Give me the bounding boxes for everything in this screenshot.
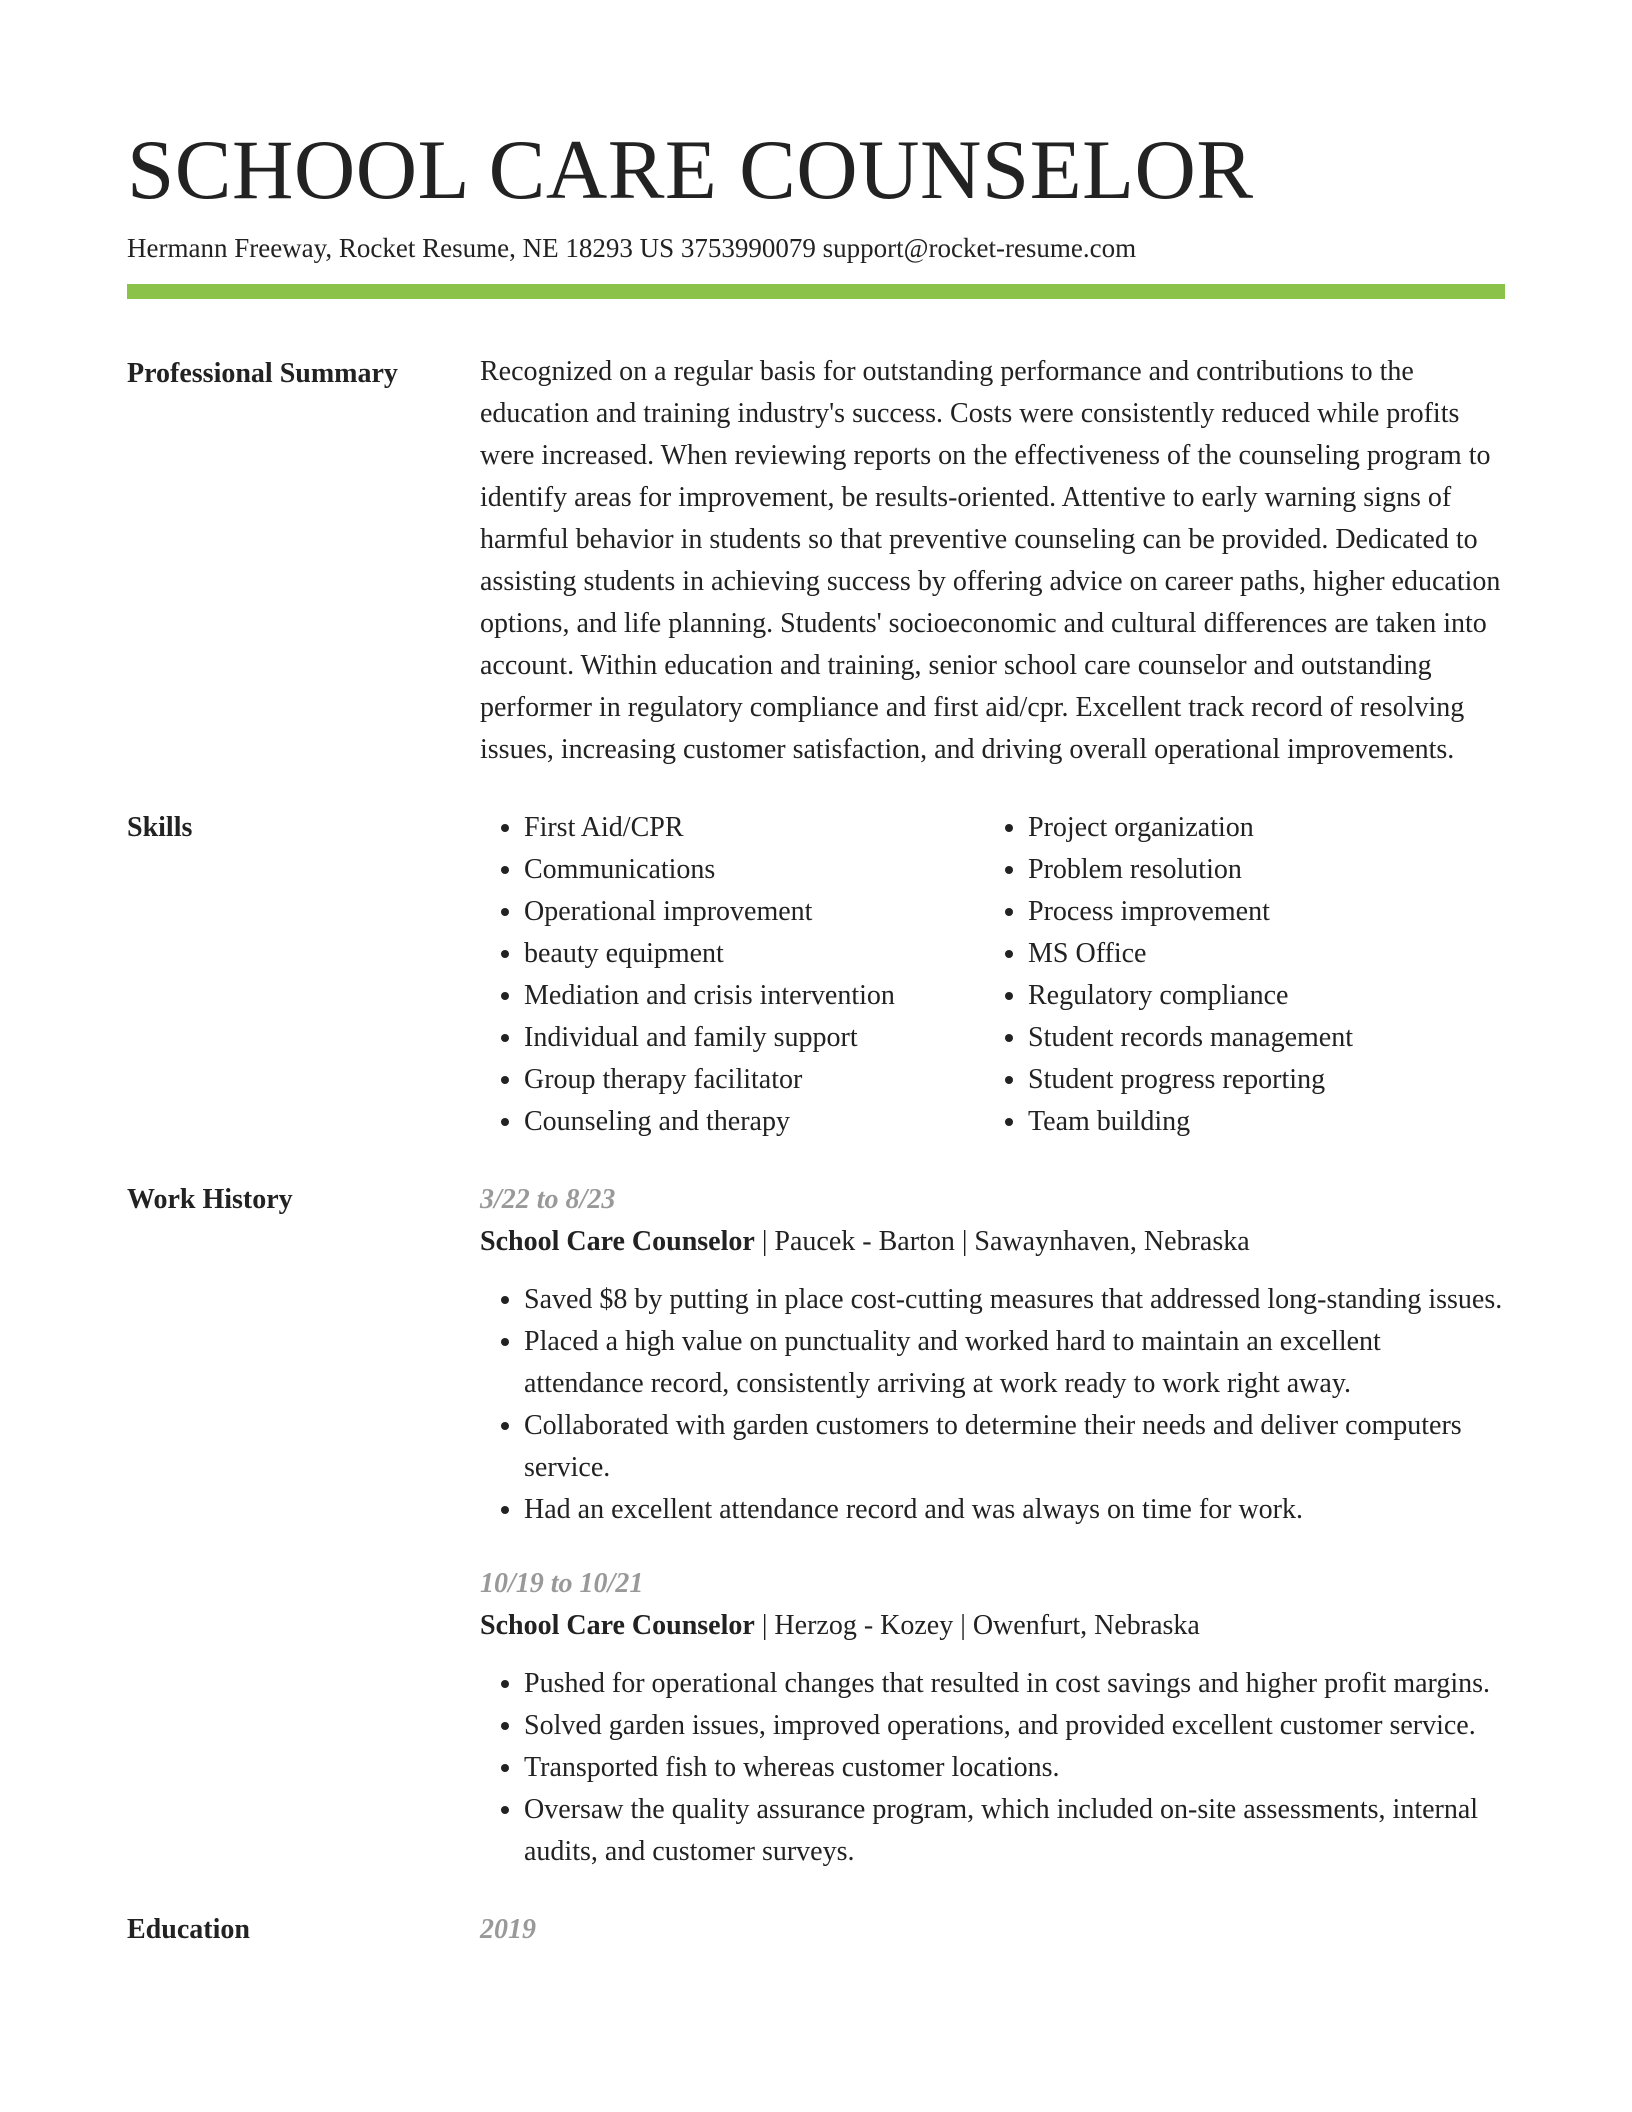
- skill-item: • beauty equipment: [524, 933, 984, 975]
- skills-list-col2: [984, 807, 1353, 1143]
- job-bullet: • Saved $8 by putting in place cost-cutting measures that addressed long-standing issues.: [524, 1279, 1505, 1321]
- section-label-skills: Skills: [127, 812, 193, 843]
- skill-item: • Team building: [1028, 1101, 1353, 1143]
- work-history-section: [127, 1179, 1505, 1873]
- job-employer-location: | Herzog - Kozey | Owenfurt, Nebraska: [754, 1610, 1200, 1641]
- job-bullets: [480, 1279, 1505, 1531]
- job-bullet: • Solved garden issues, improved operations, and provided excellent customer service.: [524, 1705, 1505, 1747]
- education-dates: 2019: [480, 1914, 536, 1945]
- skill-item: • Individual and family support: [524, 1017, 984, 1059]
- skill-item: • Counseling and therapy: [524, 1101, 984, 1143]
- skill-item: • First Aid/CPR: [524, 807, 984, 849]
- job-bullet: • Oversaw the quality assurance program, which included on-site assessments, internal audits, and customer surveys.: [524, 1789, 1505, 1873]
- skill-item: • Student progress reporting: [1028, 1059, 1353, 1101]
- skills-list-col1: [480, 807, 984, 1143]
- job-bullets: [480, 1663, 1505, 1873]
- section-label-education: Education: [127, 1914, 250, 1945]
- contact-line: Hermann Freeway, Rocket Resume, NE 18293 US 3753990079 support@rocket-resume.com: [127, 233, 1137, 263]
- section-label-summary: Professional Summary: [127, 358, 398, 389]
- resume-page: [127, 120, 1505, 1951]
- job-bullet: • Collaborated with garden customers to determine their needs and deliver computers service.: [524, 1405, 1505, 1489]
- skill-item: • Problem resolution: [1028, 849, 1353, 891]
- job-dates: 10/19 to 10/21: [480, 1568, 644, 1599]
- skill-item: • Regulatory compliance: [1028, 975, 1353, 1017]
- skill-item: • Project organization: [1028, 807, 1353, 849]
- job-bullet: • Transported fish to whereas customer locations.: [524, 1747, 1505, 1789]
- job-entry: [480, 1563, 1505, 1873]
- skill-item: • MS Office: [1028, 933, 1353, 975]
- job-heading: [480, 1221, 1505, 1263]
- skills-section: [127, 807, 1505, 1143]
- job-employer-location: | Paucek - Barton | Sawaynhaven, Nebraska: [754, 1226, 1250, 1257]
- job-dates: 3/22 to 8/23: [480, 1184, 616, 1215]
- job-bullet: • Had an excellent attendance record and was always on time for work.: [524, 1489, 1505, 1531]
- job-title: School Care Counselor: [480, 1226, 755, 1257]
- job-entry: [480, 1179, 1505, 1531]
- skill-item: • Mediation and crisis intervention: [524, 975, 984, 1017]
- skill-item: • Student records management: [1028, 1017, 1353, 1059]
- job-title: School Care Counselor: [480, 1610, 755, 1641]
- accent-divider: [127, 284, 1505, 299]
- summary-text: Recognized on a regular basis for outstanding performance and contributions to the education and training industry's success. Costs were consistently reduced while profits were increased. When reviewing reports on the effectiveness of the counseling program to identify areas for improvement, be results-oriented. Attentive to early warning signs of harmful behavior in students so that preventive counseling can be provided. Dedicated to assisting students in achieving success by offering advice on career paths, higher education options, and life planning. Students' socioeconomic and cultural differences are taken into account. Within education and training, senior school care counselor and outstanding performer in regulatory compliance and first aid/cpr. Excellent track record of resolving issues, increasing customer satisfaction, and driving overall operational improvements.: [480, 356, 1501, 765]
- job-bullet: • Placed a high value on punctuality and worked hard to maintain an excellent attendance record, consistently arriving at work ready to work right away.: [524, 1321, 1505, 1405]
- education-section: [127, 1909, 1505, 1951]
- job-heading: [480, 1605, 1505, 1647]
- skill-item: • Operational improvement: [524, 891, 984, 933]
- section-label-work: Work History: [127, 1184, 293, 1215]
- resume-name: SCHOOL CARE COUNSELOR: [127, 123, 1254, 217]
- skill-item: • Process improvement: [1028, 891, 1353, 933]
- summary-section: [127, 353, 1505, 771]
- skill-item: • Group therapy facilitator: [524, 1059, 984, 1101]
- job-bullet: • Pushed for operational changes that resulted in cost savings and higher profit margins.: [524, 1663, 1505, 1705]
- skill-item: • Communications: [524, 849, 984, 891]
